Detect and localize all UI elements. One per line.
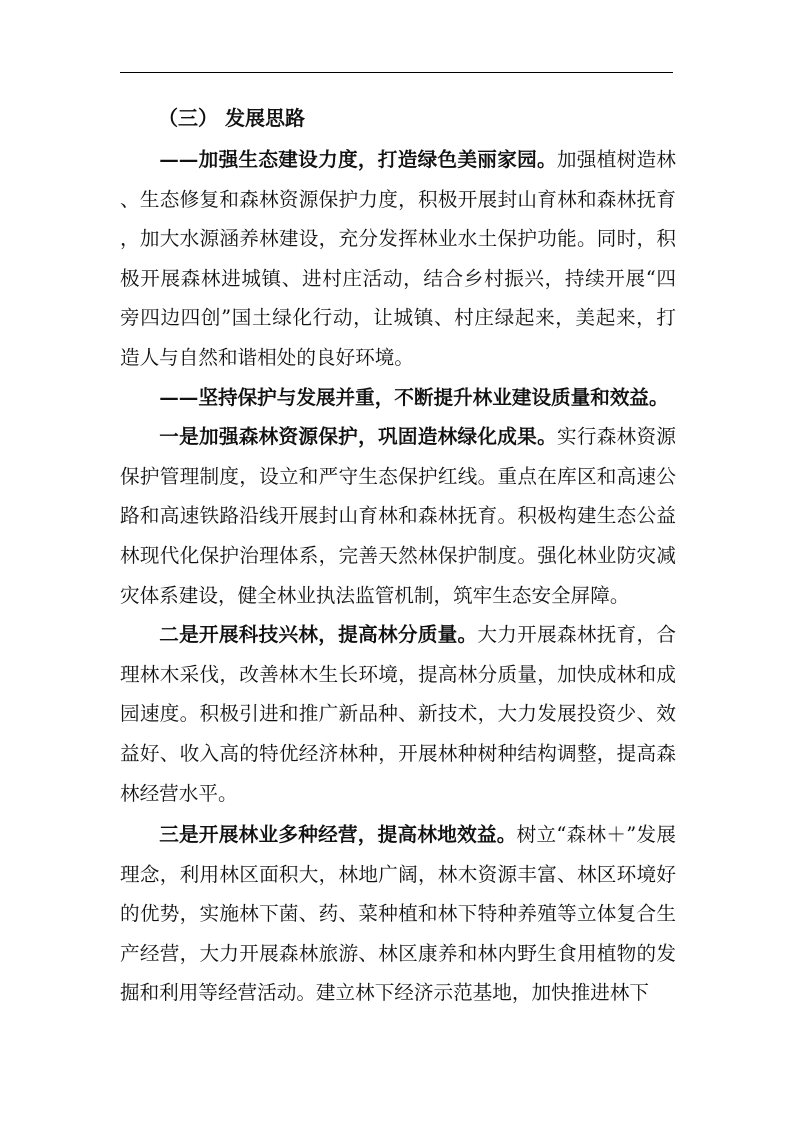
paragraph-lead: 二是开展科技兴林，提高林分质量。	[159, 623, 478, 647]
section-heading: （三） 发展思路	[158, 106, 305, 130]
paragraph-body: 实行森林资源保护管理制度，设立和严守生态保护红线。重点在库区和高速公路和高速铁路沿线开展封山育林和森林抚育。积极构建生态公益林现代化保护治理体系，完善天然林保护制度。强化林业防灾减灾体系建设，健全林业执法监管机制，筑牢生态安全屏障。	[120, 425, 677, 607]
paragraph-forest-protection	[120, 417, 676, 615]
document-body	[120, 96, 676, 1013]
paragraph-diversified-operation	[120, 815, 676, 1013]
paragraph-body: 加强植树造林、生态修复和森林资源保护力度，积极开展封山育林和森林抚育，加大水源涵养林建设，充分发挥林业水土保护功能。同时，积极开展森林进城镇、进村庄活动，结合乡村振兴，持续开展“四旁四边四创”国土绿化行动，让城镇、村庄绿起来，美起来，打造人与自然和谐相处的良好环境。	[120, 148, 677, 369]
paragraph-protection-development	[120, 378, 676, 418]
paragraph-lead: 一是加强森林资源保护，巩固造林绿化成果。	[159, 425, 557, 449]
paragraph-technology-forestry	[120, 615, 676, 813]
paragraph-lead: 三是开展林业多种经营，提高林地效益。	[159, 823, 517, 847]
paragraph-body: 大力开展森林抚育，合理林木采伐，改善林木生长环境，提高林分质量，加快成林和成园速度。积极引进和推广新品种、新技术，大力发展投资少、效益好、收入高的特优经济林种，开展林种树种结构调整，提高森林经营水平。	[120, 623, 677, 805]
paragraph-body: 树立“森林＋”发展理念，利用林区面积大，林地广阔，林木资源丰富、林区环境好的优势，实施林下菌、药、菜种植和林下特种养殖等立体复合生产经营，大力开展森林旅游、林区康养和林内野生食用植物的发掘和利用等经营活动。建立林下经济示范基地，加快推进林下	[120, 823, 676, 1005]
paragraph-lead: ——坚持保护与发展并重，不断提升林业建设质量和效益。	[159, 385, 669, 409]
paragraph-lead: ——加强生态建设力度，打造绿色美丽家园。	[159, 148, 557, 171]
paragraph-green-homeland	[120, 140, 676, 378]
header-rule	[120, 72, 673, 73]
